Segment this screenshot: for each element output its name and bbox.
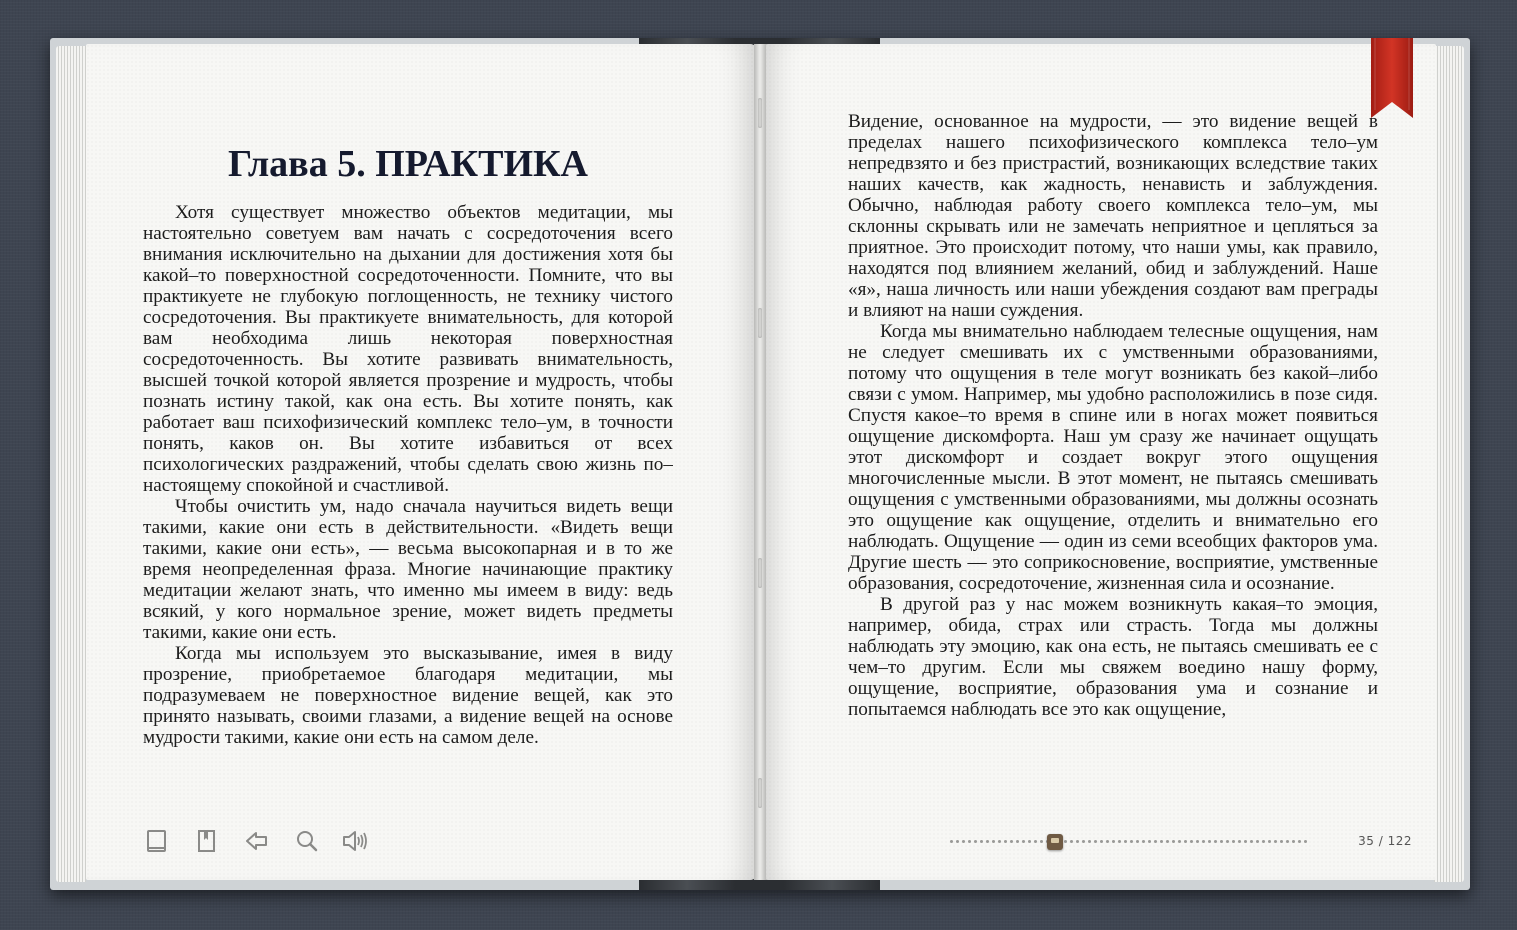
progress-dot[interactable] [1100,840,1103,843]
binding-clip [758,558,762,588]
progress-dot[interactable] [1136,840,1139,843]
progress-dot[interactable] [1142,840,1145,843]
page-progress-slider[interactable] [950,834,1310,850]
paragraph: В другой раз у нас можем возникнуть какая–то эмоция, например, обида, страх или страсть. Тогда мы должны наблюдать эту эмоцию, как она есть, не пытаясь смешивать ее с чем–то другим. Если мы свяжем воедино нашу форму, ощущение, восприятие, образования ума и сознание и попытаемся наблюдать все это как ощущение, [848,594,1378,720]
progress-dot[interactable] [1088,840,1091,843]
paragraph: Чтобы очистить ум, надо сначала научиться видеть вещи такими, какие они есть в действительности. «Видеть вещи такими, какие они есть», — весьма высокопарная и в то же время неопределенная фраза. Многие начинающие практику медитации желают знать, что именно мы имеем в виду: ведь всякий, у кого нормальное зрение, может видеть предметы такими, какие они есть. [143,496,673,643]
progress-dot[interactable] [1178,840,1181,843]
progress-dot[interactable] [962,840,965,843]
progress-dot[interactable] [1280,840,1283,843]
progress-dot[interactable] [1040,840,1043,843]
progress-dot[interactable] [1262,840,1265,843]
progress-dot[interactable] [1094,840,1097,843]
right-page-text [848,111,1378,783]
progress-knob[interactable] [1047,834,1063,850]
progress-dot[interactable] [1292,840,1295,843]
progress-dot[interactable] [1202,840,1205,843]
progress-dot[interactable] [968,840,971,843]
progress-dot[interactable] [992,840,995,843]
progress-dot[interactable] [950,840,953,843]
binding-clip [758,308,762,338]
progress-dot[interactable] [1118,840,1121,843]
progress-dot[interactable] [1106,840,1109,843]
progress-dot[interactable] [1004,840,1007,843]
page-number: 35 / 122 [1358,834,1412,848]
progress-dot[interactable] [974,840,977,843]
progress-dot[interactable] [1250,840,1253,843]
progress-dot[interactable] [1190,840,1193,843]
progress-dot[interactable] [1304,840,1307,843]
page-stack-left [56,46,86,882]
progress-dot[interactable] [1184,840,1187,843]
left-page-text [143,202,673,790]
progress-dot[interactable] [1082,840,1085,843]
progress-dot[interactable] [1274,840,1277,843]
progress-dot[interactable] [1244,840,1247,843]
back-icon[interactable] [243,826,271,856]
progress-dot[interactable] [986,840,989,843]
progress-dot[interactable] [1148,840,1151,843]
progress-dot[interactable] [1064,840,1067,843]
progress-dot[interactable] [1154,840,1157,843]
progress-dot[interactable] [1220,840,1223,843]
binding-clip [758,778,762,808]
bookmark-ribbon-icon[interactable] [1371,38,1413,120]
page-stack-right [1434,46,1464,882]
progress-dot[interactable] [998,840,1001,843]
progress-dot[interactable] [1112,840,1115,843]
paragraph: Видение, основанное на мудрости, — это видение вещей в пределах нашего психофизического комплекса тело–ум непредвзято и без пристрастий, возникающих вследствие таких наших качеств, как жадность, ненависть и заблуждения. Обычно, наблюдая работу своего комплекса тело–ум, мы склонны скрывать или не замечать неприятное и цепляться за приятное. Это происходит потому, что наши умы, как правило, находятся под влиянием желаний, обид и заблуждений. Наше «я», наша личность или наши убеждения создают вам преграды и влияют на наши суждения. [848,111,1378,321]
paragraph: Когда мы используем это высказывание, имея в виду прозрение, приобретаемое благодаря медитации, мы подразумеваем не поверхностное видение вещей, как это принято называть, своими глазами, а видение вещей на основе мудрости такими, какие они есть на самом деле. [143,643,673,748]
progress-dot[interactable] [1214,840,1217,843]
speaker-icon[interactable] [341,826,369,856]
page-gutter [754,44,766,880]
progress-dot[interactable] [1226,840,1229,843]
progress-dot[interactable] [1124,840,1127,843]
progress-dot[interactable] [1070,840,1073,843]
paragraph: Хотя существует множество объектов медитации, мы настоятельно советуем вам начать с сосредоточения всего внимания исключительно на дыхании для достижения хотя бы какой–то поверхностной сосредоточенности. Помните, что вы практикуете не глубокую поглощенность, не технику чистого сосредоточения. Вы практикуете внимательность, для которой вам необходима лишь некоторая поверхностная сосредоточенность. Вы хотите развивать внимательность, высшей точкой которой является прозрение и мудрость, чтобы познать истину такой, как она есть. Вы хотите понять, как работает ваш психофизический комплекс тело–ум, в точности понять, каков он. Вы хотите избавиться от всех психологических раздражений, чтобы сделать свою жизнь по–настоящему спокойной и счастливой. [143,202,673,496]
progress-dot[interactable] [1076,840,1079,843]
progress-dot[interactable] [1010,840,1013,843]
progress-dot[interactable] [1160,840,1163,843]
progress-dot[interactable] [1196,840,1199,843]
progress-dot[interactable] [1034,840,1037,843]
progress-dot[interactable] [980,840,983,843]
contents-icon[interactable] [143,826,171,856]
progress-dot[interactable] [956,840,959,843]
search-icon[interactable] [293,826,321,856]
progress-dot[interactable] [1268,840,1271,843]
progress-dot[interactable] [1166,840,1169,843]
progress-dot[interactable] [1016,840,1019,843]
progress-dot[interactable] [1172,840,1175,843]
progress-dot[interactable] [1232,840,1235,843]
progress-dot[interactable] [1028,840,1031,843]
progress-dot[interactable] [1238,840,1241,843]
progress-dot[interactable] [1256,840,1259,843]
progress-dot[interactable] [1286,840,1289,843]
bookmarks-icon[interactable] [193,826,221,856]
progress-dot[interactable] [1022,840,1025,843]
progress-dot[interactable] [1130,840,1133,843]
progress-dot[interactable] [1298,840,1301,843]
paragraph: Когда мы внимательно наблюдаем телесные ощущения, нам не следует смешивать их с умственными образованиями, потому что ощущения в теле могут возникать без какой–либо связи с умом. Например, мы удобно расположились в позе сидя. Спустя какое–то время в спине или в ногах может появиться ощущение дискомфорта. Наш ум сразу же начинает ощущать этот дискомфорт и создает вокруг этого ощущения многочисленные мысли. В этот момент, не пытаясь смешивать ощущения с умственными образованиями, мы должны осознать это ощущение как ощущение, отделить и внимательно его наблюдать. Ощущение — один из семи всеобщих факторов ума. Другие шесть — это соприкосновение, восприятие, умственные образования, сосредоточение, жизненная сила и осознание. [848,321,1378,594]
binding-clip [758,98,762,128]
progress-dot[interactable] [1208,840,1211,843]
chapter-title: Глава 5. ПРАКТИКА [227,143,589,185]
